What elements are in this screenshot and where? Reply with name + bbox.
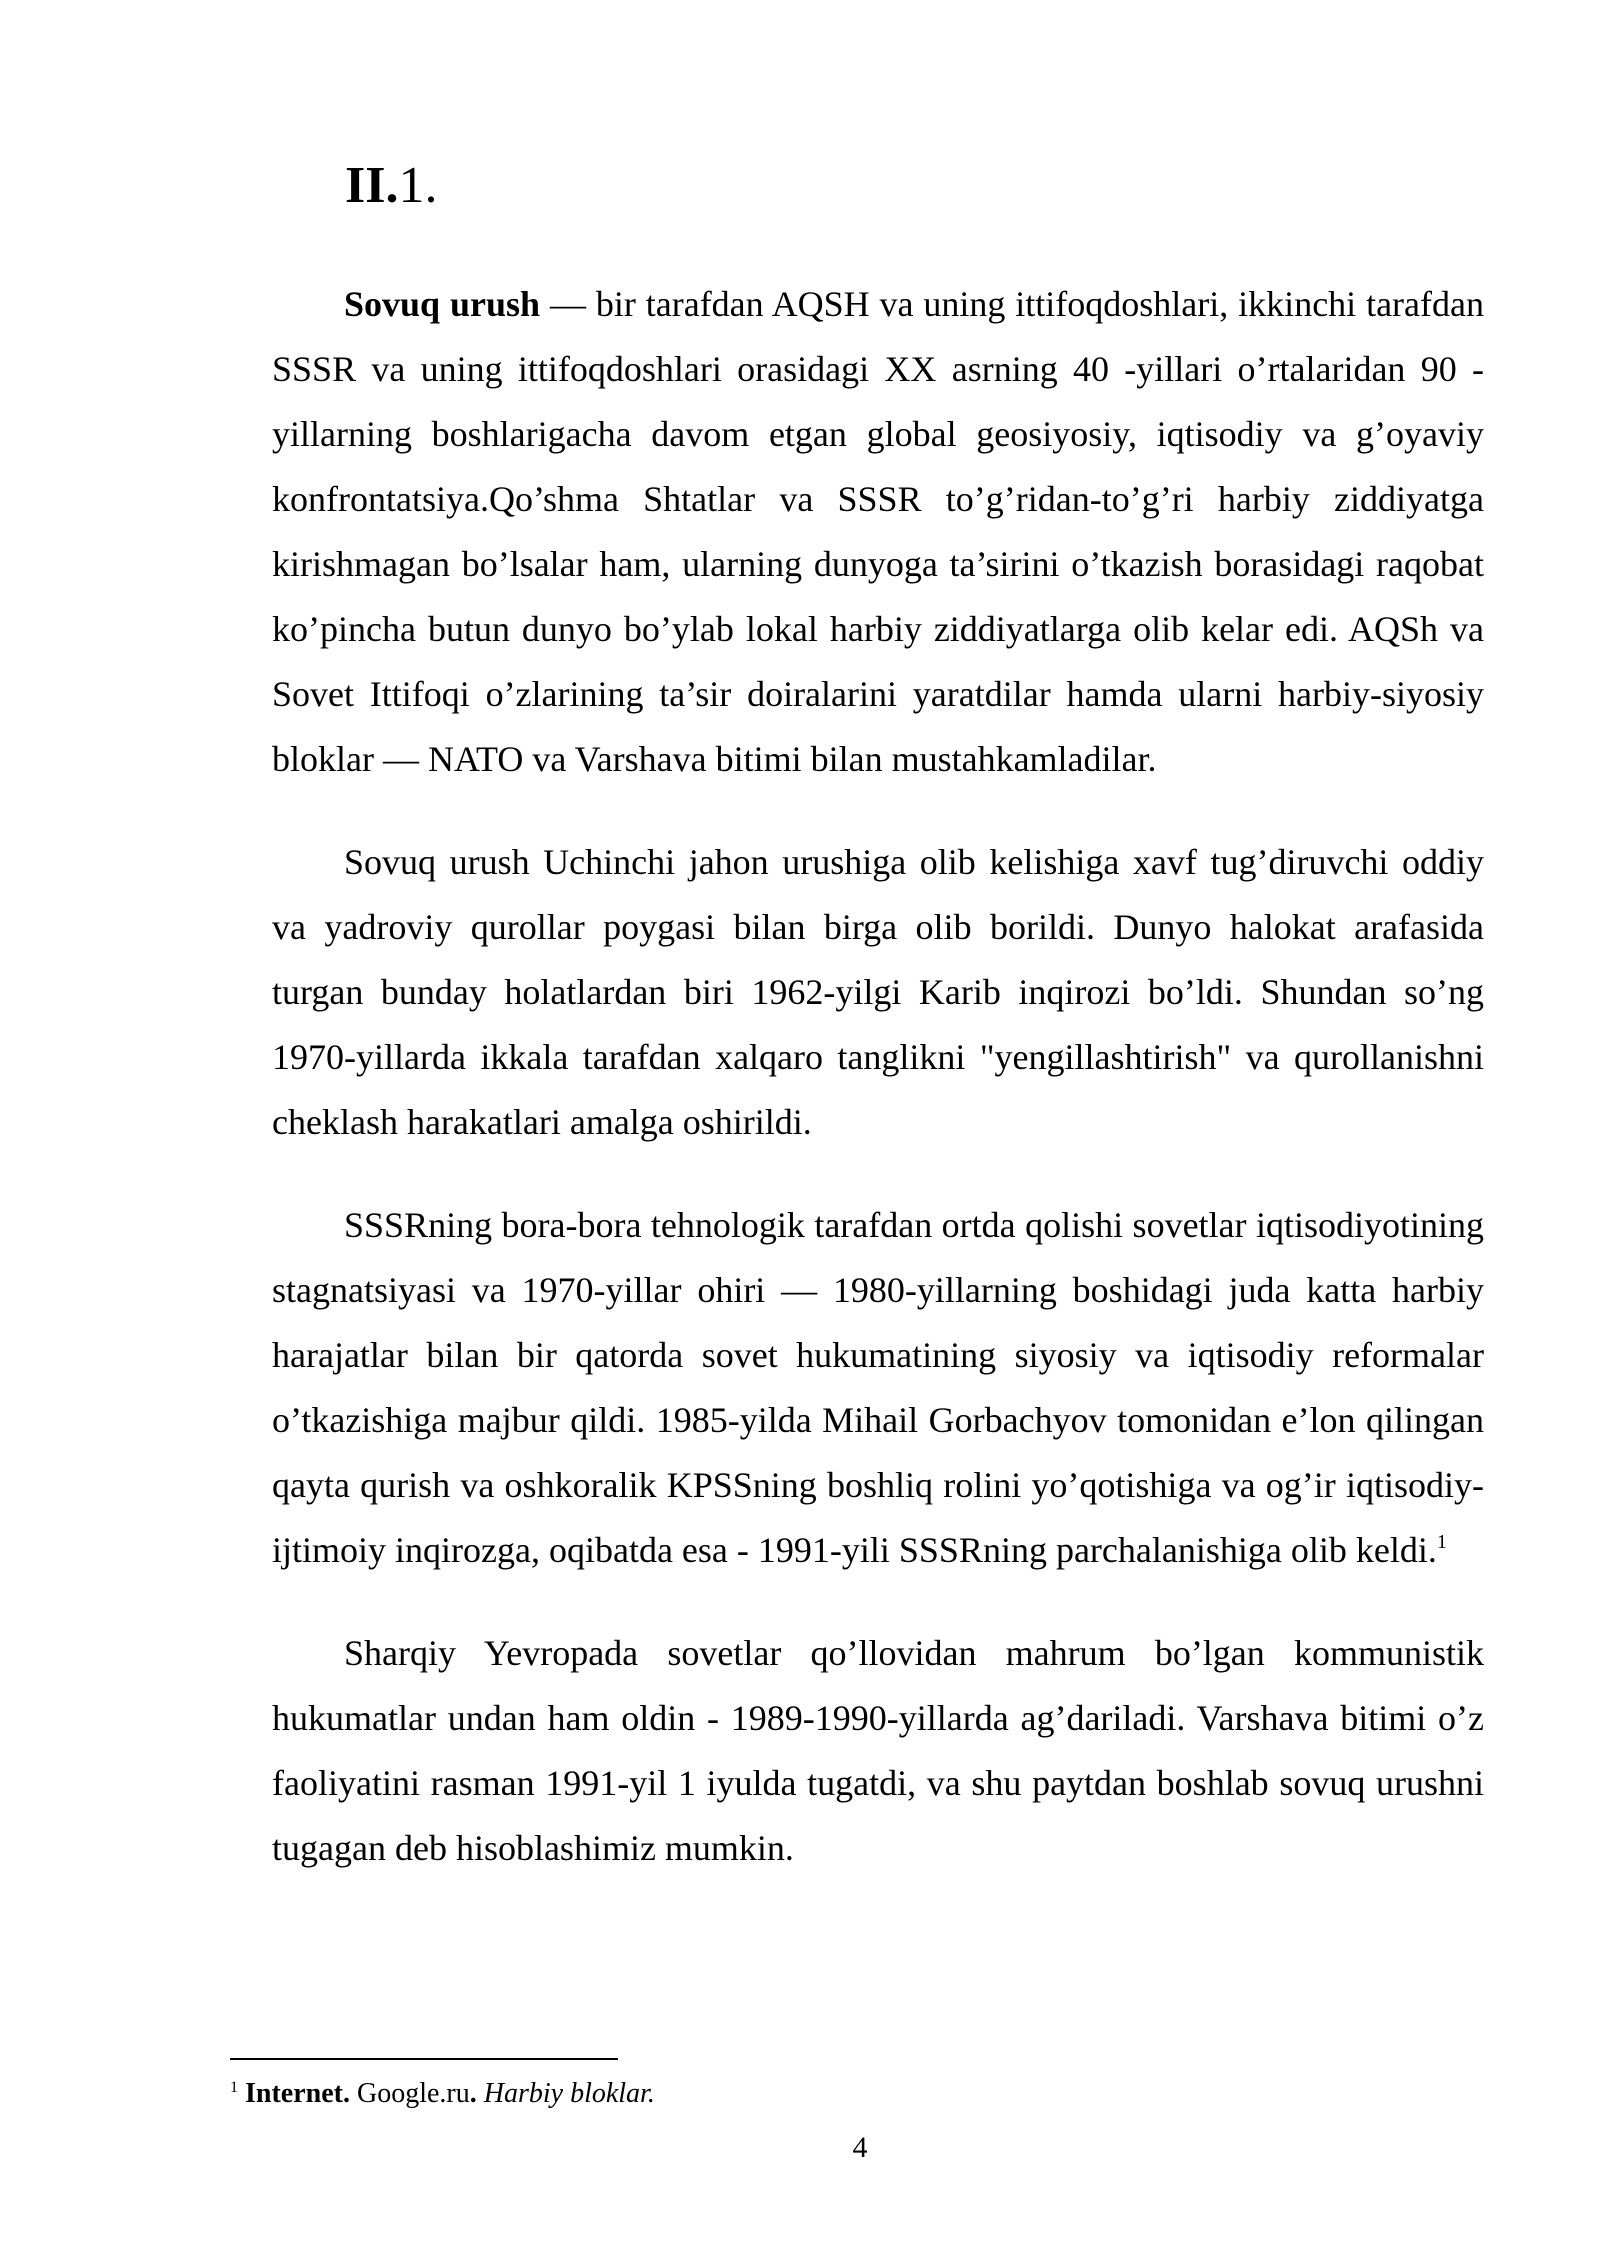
footnote-reference[interactable]: 1 [1436,1531,1447,1553]
paragraph-1 [272,272,1484,792]
paragraph-4 [272,1621,1484,1881]
footnote-source-label: Internet. [245,2078,350,2109]
paragraph-2 [272,830,1484,1155]
footnote-dot: . [469,2078,477,2109]
page-number: 4 [852,2131,868,2164]
footnote-separator [230,2058,618,2060]
paragraph-4-text: Sharqiy Yevropada sovetlar qo’llovidan mahrum bo’lgan kommunistik hukumatlar undan ham oldin - 1989-1990-yillarda ag’dariladi. Varshava bitimi o’z faoliyatini rasman 1991-yil 1 iyulda tugatdi, va shu paytdan boshlab sovuq urushni tugagan deb hisoblashimiz mumkin. [272,1633,1484,1868]
paragraph-3-text: SSSRning bora-bora tehnologik tarafdan ortda qolishi sovetlar iqtisodiyotining stagnatsiyasi va 1970-yillar ohiri — 1980-yillarning boshidagi juda katta harbiy harajatlar bilan bir qatorda sovet hukumatining siyosiy va iqtisodiy reformalar o’tkazishiga majbur qildi. 1985-yilda Mihail Gorbachyov tomonidan e’lon qilingan qayta qurish va oshkoralik KPSSning boshliq rolini yo’qotishiga va og’ir iqtisodiy-ijtimoiy inqirozga, oqibatda esa - 1991-yili SSSRning parchalanishiga olib keldi. [272,1205,1484,1570]
section-heading [345,150,437,222]
body-text [272,272,1484,1881]
paragraph-2-text: Sovuq urush Uchinchi jahon urushiga olib kelishiga xavf tug’diruvchi oddiy va yadroviy qurollar poygasi bilan birga olib borildi. Dunyo halokat arafasida turgan bunday holatlardan biri 1962-yilgi Karib inqirozi bo’ldi. Shundan so’ng 1970-yillarda ikkala tarafdan xalqaro tanglikni "yengillashtirish" va qurollanishni cheklash harakatlari amalga oshirildi. [272,842,1484,1142]
footnote [230,2074,655,2114]
footnote-source-title: Harbiy bloklar. [476,2078,655,2109]
section-heading-number: 1. [398,157,438,214]
footnote-marker: 1 [230,2079,238,2096]
paragraph-1-text: — bir tarafdan AQSH va uning ittifoqdoshlari, ikkinchi tarafdan SSSR va uning ittifoqdoshlari orasidagi XX asrning 40 -yillari o’rtalaridan 90 -yillarning boshlarigacha davom etgan global geosiyosiy, iqtisodiy va g’oyaviy konfrontatsiya.Qo’shma Shtatlar va SSSR to’g’ridan-to’g’ri harbiy ziddiyatga kirishmagan bo’lsalar ham, ularning dunyoga ta’sirini o’tkazish borasidagi raqobat ko’pincha butun dunyo bo’ylab lokal harbiy ziddiyatlarga olib kelar edi. AQSh va Sovet Ittifoqi o’zlarining ta’sir doiralarini yaratdilar hamda ularni harbiy-siyosiy bloklar — NATO va Varshava bitimi bilan mustahkamladilar. [272,284,1484,779]
term-sovuq-urush: Sovuq urush [344,284,541,324]
section-heading-numeral: II. [345,157,399,214]
footnote-source-site: Google.ru [349,2078,470,2109]
paragraph-3 [272,1193,1484,1583]
